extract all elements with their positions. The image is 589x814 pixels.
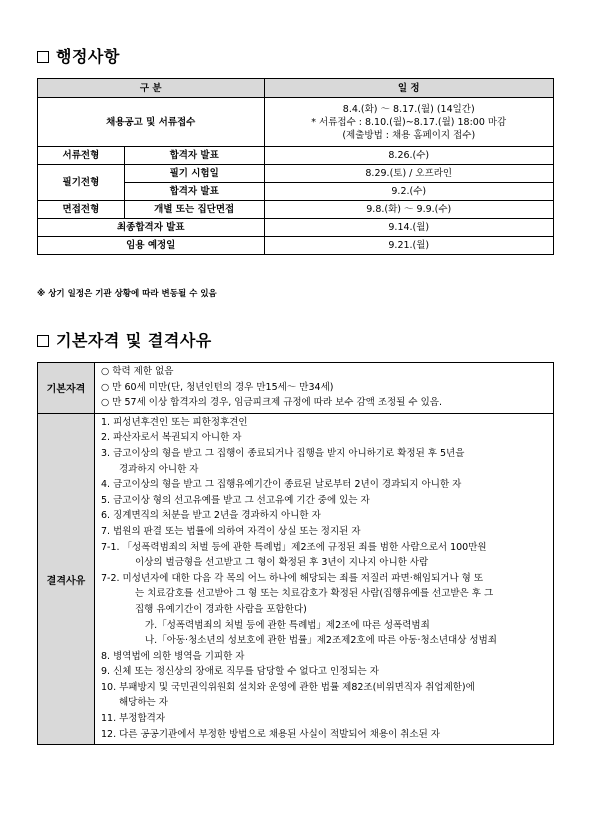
disq-line: 가.「성폭력범죄의 처벌 등에 관한 특례법」제2조에 따른 성폭력범죄 [145,619,430,631]
schedule-row-doc [38,147,554,165]
hire-label: 임용 예정일 [38,237,265,255]
disq-line: 3. 금고이상의 형을 받고 그 집행이 종료되거나 집행을 받지 아니하기로 확정된 후 5년을 [101,447,465,459]
written-stage: 필기전형 [38,165,125,201]
section-title-admin-text: 행정사항 [56,47,120,66]
final-label: 최종합격자 발표 [38,219,265,237]
final-date: 9.14.(월) [264,219,553,237]
posting-line: * 서류접수 : 8.10.(월)~8.17.(월) 18:00 마감 [311,116,507,128]
schedule-row-posting [38,98,554,147]
disq-line: 는 치료감호를 선고받아 그 형 또는 치료감호가 확정된 사람(집행유예를 선고받은 후 그 [135,588,494,600]
disqualification-row [38,413,554,744]
disq-line: 나.「아동·청소년의 성보호에 관한 법률」제2조제2호에 따른 아동·청소년대상 성범죄 [145,635,497,647]
section-title-qualifications-text: 기본자격 및 결격사유 [56,331,212,350]
doc-announce: 합격자 발표 [124,147,264,165]
schedule-row-final [38,219,554,237]
basic-line: ○ 만 57세 이상 합격자의 경우, 임금피크제 규정에 따라 보수 감액 조정될 수 있음. [101,397,442,409]
disq-line: 7-2. 미성년자에 대한 다음 각 목의 어느 하나에 해당되는 죄를 저질러 파면·해임되거나 형 또 [101,572,484,584]
disq-line: 7. 법원의 판결 또는 법률에 의하여 자격이 상실 또는 정지된 자 [101,525,361,537]
schedule-row-written-exam [38,165,554,183]
disq-line: 이상의 벌금형을 선고받고 그 형이 확정된 후 3년이 지나지 아니한 사람 [135,557,429,569]
doc-date: 8.26.(수) [264,147,553,165]
disq-line: 6. 징계면직의 처분을 받고 2년을 경과하지 아니한 자 [101,510,321,522]
posting-dates [264,98,553,147]
schedule-row-interview [38,201,554,219]
posting-line: (제출방법 : 채용 홈페이지 접수) [342,129,476,141]
disq-line: 10. 부패방지 및 국민권익위원회 설치와 운영에 관한 법률 제82조(비위면직자 취업제한)에 [101,681,475,693]
disq-line: 8. 병역법에 의한 병역을 기피한 자 [101,650,245,662]
disq-line: 11. 부정합격자 [101,713,166,725]
disq-content [95,413,554,744]
disq-label: 결격사유 [38,413,95,744]
schedule-table [37,78,554,255]
written-announce-date: 9.2.(수) [264,183,553,201]
schedule-row-hire [38,237,554,255]
basic-content [95,363,554,414]
schedule-note: ※ 상기 일정은 기관 상황에 따라 변동될 수 있음 [37,289,217,299]
checkbox-square-icon [37,51,49,63]
checkbox-square-icon [37,335,49,347]
written-announce: 합격자 발표 [124,183,264,201]
qualifications-table [37,362,554,745]
disq-line: 1. 피성년후견인 또는 피한정후견인 [101,416,248,428]
interview-stage: 면접전형 [38,201,125,219]
section-title-admin [37,44,120,67]
disq-line: 해당하는 자 [119,697,168,709]
disq-line: 경과하지 아니한 자 [119,463,199,475]
disq-line: 집행 유예기간이 경과한 사람을 포함한다) [135,603,307,615]
basic-line: ○ 학력 제한 없음 [101,366,174,377]
written-exam-date: 8.29.(토) / 오프라인 [264,165,553,183]
doc-stage: 서류전형 [38,147,125,165]
header-category: 구 분 [38,79,265,98]
disq-line: 4. 금고이상의 형을 받고 그 집행유예기간이 종료된 날로부터 2년이 경과되지 아니한 자 [101,479,462,491]
basic-qualifications-row [38,363,554,414]
disq-line: 9. 신체 또는 정신상의 장애로 직무를 담당할 수 없다고 인정되는 자 [101,666,379,678]
disq-line: 7-1. 「성폭력범죄의 처벌 등에 관한 특례법」제2조에 규정된 죄를 범한 사람으로서 100만원 [101,541,487,553]
schedule-header-row [38,79,554,98]
hire-date: 9.21.(월) [264,237,553,255]
header-schedule: 일 정 [264,79,553,98]
interview-type: 개별 또는 집단면접 [124,201,264,219]
disq-line: 5. 금고이상 형의 선고유예를 받고 그 선고유예 기간 중에 있는 자 [101,494,370,506]
disq-line: 12. 다른 공공기관에서 부정한 방법으로 채용된 사실이 적발되어 채용이 취소된 자 [101,728,440,740]
posting-line: 8.4.(화) ～ 8.17.(월) (14일간) [342,103,475,115]
interview-date: 9.8.(화) ～ 9.9.(수) [264,201,553,219]
section-title-qualifications [37,328,212,351]
posting-label: 채용공고 및 서류접수 [38,98,265,147]
basic-line: ○ 만 60세 미만(단, 청년인턴의 경우 만15세～ 만34세) [101,381,334,393]
disq-line: 2. 파산자로서 복권되지 아니한 자 [101,432,242,444]
written-exam: 필기 시험일 [124,165,264,183]
basic-label: 기본자격 [38,363,95,414]
